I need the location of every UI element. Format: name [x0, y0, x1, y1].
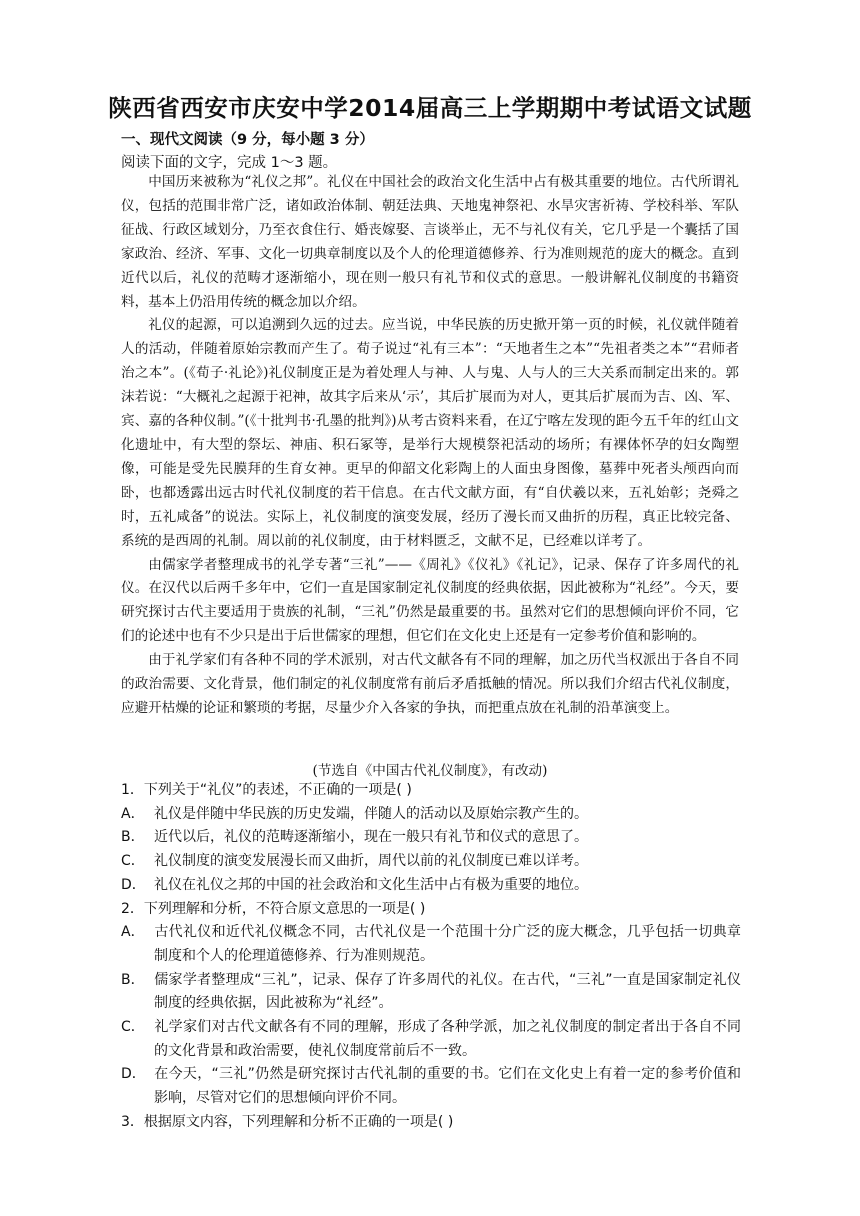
passage-source: (节选自《中国古代礼仪制度》，有改动) — [312, 763, 548, 779]
option-text: 古代礼仪和近代礼仪概念不同，古代礼仪是一个范围十分广泛的庞大概念，几乎包括一切典章制度和个人的伦理道德修养、行为准则规范。 — [154, 924, 741, 964]
option-text: 儒家学者整理成“三礼”，记录、保存了许多周代的礼仪。在古代，“三礼”一直是国家制定礼仪制度的经典依据，因此被称为“礼经”。 — [154, 971, 741, 1012]
option-label: D． — [121, 876, 146, 893]
question-2-stem: 2．下列理解和分析，不符合原文意思的一项是( ) — [121, 900, 426, 917]
question-1-option-a — [121, 803, 741, 827]
question-1-option-b — [121, 826, 741, 850]
option-text: 在今天，“三礼”仍然是研究探讨古代礼制的重要的书。它们在文化史上有着一定的参考价值和影响，尽管对它们的思想倾向评价不同。 — [154, 1066, 741, 1107]
question-2-option-d — [121, 1063, 741, 1110]
section-heading: 一、现代文阅读（9 分，每小题 3 分） — [121, 132, 374, 148]
option-label: A． — [121, 924, 145, 941]
reading-instruction: 阅读下面的文字，完成 1～3 题。 — [121, 155, 338, 171]
question-1-stem: 1．下列关于“礼仪”的表述，不正确的一项是( ) — [121, 782, 412, 798]
option-label: C． — [121, 853, 145, 870]
question-1-option-c — [121, 850, 741, 874]
question-list — [121, 779, 741, 1135]
question-1-option-d — [121, 874, 741, 898]
question-2-option-a — [121, 921, 741, 968]
question-2-option-b — [121, 969, 741, 1016]
option-label: B． — [121, 829, 145, 846]
reading-passage — [121, 171, 739, 721]
option-label: D． — [121, 1066, 146, 1083]
option-text: 礼学家们对古代文献各有不同的理解，形成了各种学派，加之礼仪制度的制定者出于各自不同的文化背景和政治需要，使礼仪制度常前后不一致。 — [154, 1019, 741, 1059]
option-label: A． — [121, 805, 145, 822]
option-text: 近代以后，礼仪的范畴逐渐缩小，现在一般只有礼节和仪式的意思了。 — [154, 829, 588, 846]
option-text: 礼仪制度的演变发展漫长而又曲折，周代以前的礼仪制度已难以详考。 — [154, 853, 588, 870]
option-label: C． — [121, 1019, 145, 1036]
document-title: 陕西省西安市庆安中学2014届高三上学期期中考试语文试题 — [108, 94, 752, 122]
passage-paragraph: 由儒家学者整理成书的礼学专著“三礼”——《周礼》《仪礼》《礼记》，记录、保存了许多周代的礼仪。在汉代以后两千多年中，它们一直是国家制定礼仪制度的经典依据，因此被称为“礼经”。今天，要研究探讨古代主要适用于贵族的礼制，“三礼”仍然是最重要的书。虽然对它们的思想倾向评价不同，它们的论述中也有不少只是出于后世儒家的理想，但它们在文化史上还是有一定参考价值和影响的。 — [121, 556, 739, 645]
passage-paragraph: 礼仪的起源，可以追溯到久远的过去。应当说，中华民族的历史掀开第一页的时候，礼仪就伴随着人的活动，伴随着原始宗教而产生了。荀子说过“礼有三本”：“天地者生之本”“先祖者类之本”“君师者治之本”。(《荀子·礼论》)礼仪制度正是为着处理人与神、人与鬼、人与人的三大关系而制定出来的。郭沫若说：“大概礼之起源于祀神，故其字后来从‘示’，其后扩展而为对人，更其后扩展而为吉、凶、军、宾、嘉的各种仪制。”(《十批判书·孔墨的批判》)从考古资料来看，在辽宁喀左发现的距今五千年的红山文化遗址中，有大型的祭坛、神庙、积石冢等，是举行大规模祭祀活动的场所；有裸体怀孕的妇女陶塑像，可能是受先民膜拜的生育女神。更早的仰韶文化彩陶上的人面虫身图像，墓葬中死者头颅西向而卧，也都透露出远古时代礼仪制度的若干信息。在古代文献方面，有“自伏羲以来，五礼始彰；尧舜之时，五礼咸备”的说法。实际上，礼仪制度的演变发展，经历了漫长而又曲折的历程，真正比较完备、系统的是西周的礼制。周以前的礼仪制度，由于材料匮乏，文献不足，已经难以详考了。 — [121, 317, 739, 549]
question-2-option-c — [121, 1016, 741, 1063]
option-text: 礼仪在礼仪之邦的中国的社会政治和文化生活中占有极为重要的地位。 — [154, 876, 588, 893]
passage-paragraph: 由于礼学家们有各种不同的学术派别，对古代文献各有不同的理解，加之历代当权派出于各自不同的政治需要、文化背景，他们制定的礼仪制度常有前后矛盾抵触的情况。所以我们介绍古代礼仪制度，应避开枯燥的论证和繁琐的考据，尽量少介入各家的争执，而把重点放在礼制的沿革演变上。 — [121, 652, 739, 716]
question-3-stem: 3．根据原文内容，下列理解和分析不正确的一项是( ) — [121, 1113, 454, 1130]
option-label: B． — [121, 971, 145, 988]
option-text: 礼仪是伴随中华民族的历史发端，伴随人的活动以及原始宗教产生的。 — [154, 805, 588, 822]
passage-paragraph: 中国历来被称为“礼仪之邦”。礼仪在中国社会的政治文化生活中占有极其重要的地位。古代所谓礼仪，包括的范围非常广泛，诸如政治体制、朝廷法典、天地鬼神祭祀、水旱灾害祈祷、学校科举、军队征战、行政区域划分，乃至衣食住行、婚丧嫁娶、言谈举止，无不与礼仪有关，它几乎是一个囊括了国家政治、经济、军事、文化一切典章制度以及个人的伦理道德修养、行为准则规范的庞大的概念。直到近代以后，礼仪的范畴才逐渐缩小，现在则一般只有礼节和仪式的意思。一般讲解礼仪制度的书籍资料，基本上仍沿用传统的概念加以介绍。 — [121, 174, 739, 310]
